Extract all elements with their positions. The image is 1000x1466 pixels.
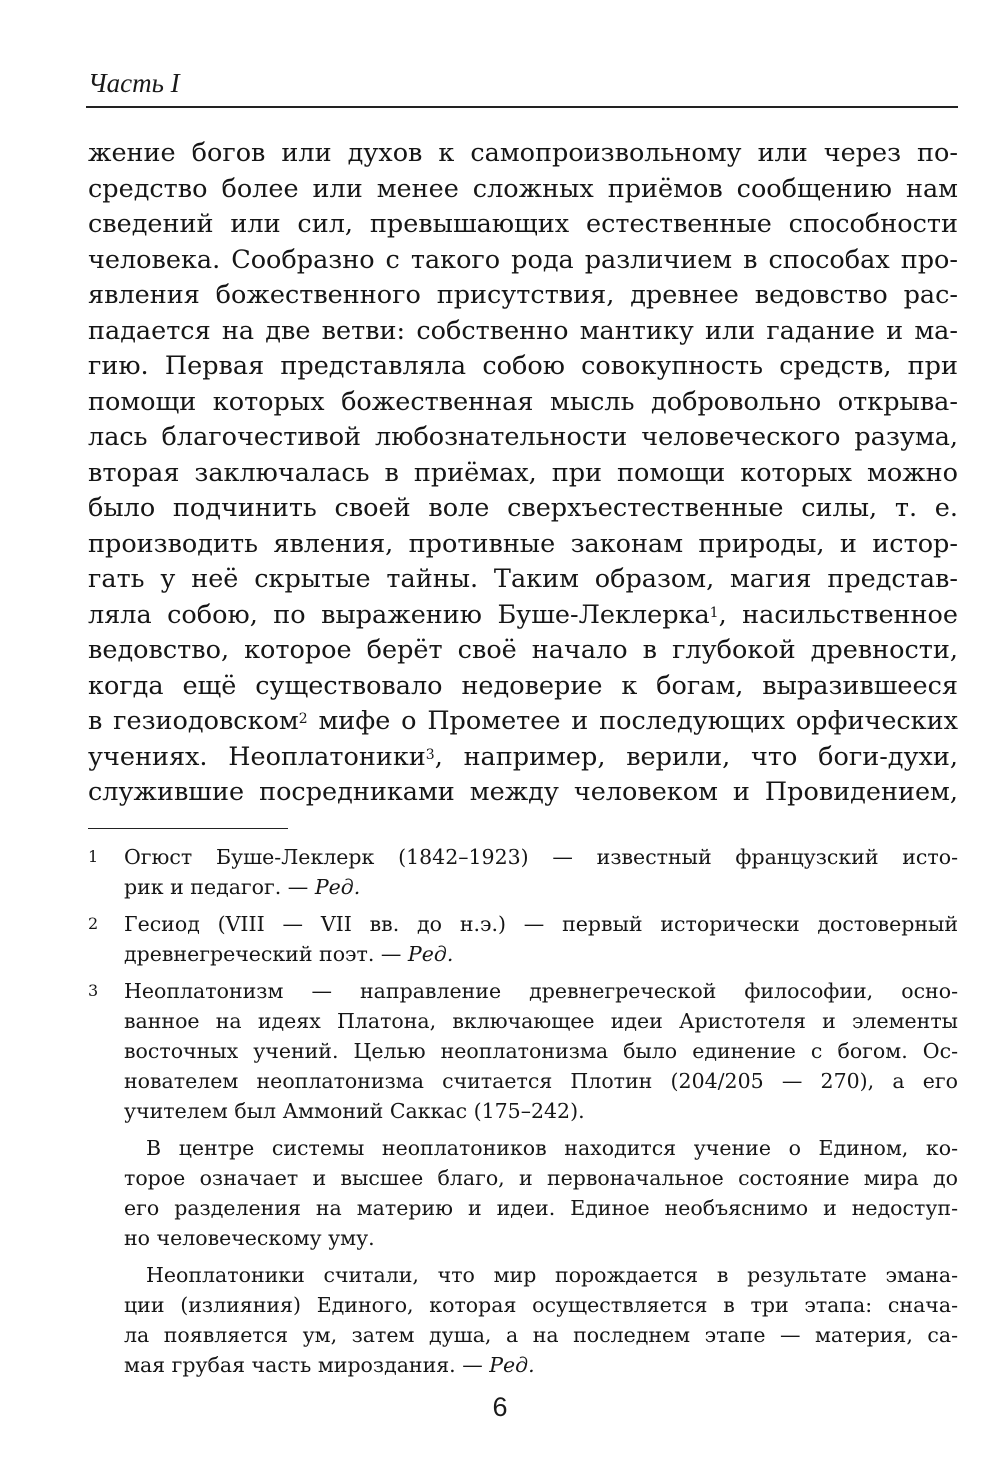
text-segment: учениях. Неоплатоники: [88, 741, 426, 772]
text-line: падается на две ветви: собственно мантику или гадание и ма-: [88, 315, 958, 346]
footnote-line: В центре системы неоплатоников находится учение о Едином, ко-: [146, 1136, 958, 1160]
footnote-line: Гесиод (VIII — VII вв. до н.э.) — первый исторически достоверный: [124, 912, 958, 936]
footnote-number: 2: [88, 914, 99, 933]
text-line: явления божественного присутствия, древнее ведовство рас-: [88, 280, 958, 310]
text-line: жение богов или духов к самопроизвольному или через по-: [88, 138, 958, 168]
text-line: производить явления, противные законам природы, и истор-: [88, 528, 958, 559]
footnote-line: торое означает и высшее благо, и первоначальное состояние мира до: [124, 1166, 958, 1190]
text-line: [88, 598, 958, 634]
text-line: гать у неё скрытые тайны. Таким образом, магия представ-: [88, 564, 958, 594]
footnote-text: мая грубая часть мироздания. —: [124, 1353, 490, 1377]
footnote-line: восточных учений. Целью неоплатонизма было единение с богом. Ос-: [124, 1039, 958, 1063]
editor-note: Ред.: [314, 875, 361, 899]
footnote-line: [124, 939, 958, 969]
text-segment: мифе о Прометее и последующих орфических: [307, 706, 958, 736]
text-line: помощи которых божественная мысль добровольно открыва-: [88, 386, 958, 417]
footnote-line: [124, 1350, 958, 1380]
footnote-line: его разделения на материю и идеи. Единое необъяснимо и недоступ-: [124, 1196, 958, 1220]
text-line: человека. Сообразно с такого рода различием в способах про-: [88, 244, 958, 275]
footnote-line: Неоплатонизм — направление древнегреческой философии, осно-: [124, 979, 958, 1003]
footnote-line: ванное на идеях Платона, включающее идеи Аристотеля и элементы: [124, 1009, 958, 1033]
footnote-line: учителем был Аммоний Саккас (175–242).: [124, 1099, 585, 1123]
footnote-number: 3: [88, 981, 99, 1000]
header-rule: [86, 106, 958, 108]
footnotes: [88, 842, 958, 1387]
text-segment: , например, верили, что боги-духи,: [434, 741, 958, 772]
footnote-1: [88, 842, 958, 902]
main-text: [88, 136, 958, 811]
text-line: [88, 740, 958, 776]
footnote-paragraph: [124, 1260, 958, 1380]
footnote-ref-1[interactable]: 1: [709, 604, 719, 621]
footnote-line: ла появляется ум, затем душа, а на последнем этапе — материя, са-: [124, 1323, 958, 1347]
footnote-body: [124, 842, 958, 902]
footnote-text: древнегреческий поэт. —: [124, 942, 408, 966]
text-line: [88, 704, 958, 740]
text-segment: , насильственное: [718, 599, 958, 630]
text-line: когда ещё существовало недоверие к богам, выразившееся: [88, 670, 958, 701]
footnote-2: [88, 909, 958, 969]
editor-note: Ред.: [407, 942, 454, 966]
text-segment: ляла собою, по выражению Буше-Леклерка: [88, 599, 710, 630]
footnote-ref-2[interactable]: 2: [298, 711, 308, 727]
text-line: служившие посредниками между человеком и Провидением,: [88, 777, 958, 807]
page-number: 6: [492, 1392, 508, 1422]
footnote-line: нователем неоплатонизма считается Плотин (204/205 — 270), а его: [124, 1069, 958, 1093]
footnote-body: [124, 976, 958, 1380]
footnote-ref-3[interactable]: 3: [425, 746, 435, 763]
text-line: вторая заключалась в приёмах, при помощи которых можно: [88, 457, 958, 488]
text-line: лась благочестивой любознательности человеческого разума,: [88, 422, 958, 452]
footnote-3: [88, 976, 958, 1380]
footnote-line: Неоплатоники считали, что мир порождается в результате эмана-: [146, 1263, 958, 1287]
footnote-text: рик и педагог. —: [124, 875, 315, 899]
text-segment: в гезиодовском: [88, 706, 299, 736]
footnote-number: 1: [88, 847, 99, 866]
text-line: гию. Первая представляла собою совокупность средств, при: [88, 351, 958, 381]
footnote-paragraph: [124, 1133, 958, 1253]
footnote-body: [124, 909, 958, 969]
text-line: было подчинить своей воле сверхъестественные силы, т. е.: [88, 493, 958, 523]
footnote-line: Огюст Буше-Леклерк (1842–1923) — известный французский исто-: [124, 845, 958, 869]
footnote-line: но человеческому уму.: [124, 1226, 375, 1250]
footnote-line: [124, 872, 958, 902]
footnote-rule: [88, 828, 288, 829]
text-line: средство более или менее сложных приёмов сообщению нам: [88, 173, 958, 204]
editor-note: Ред.: [489, 1353, 535, 1377]
footnote-line: ции (излияния) Единого, которая осуществляется в три этапа: снача-: [124, 1293, 958, 1317]
text-line: сведений или сил, превышающих естественные способности: [88, 209, 958, 239]
text-line: ведовство, которое берёт своё начало в глубокой древности,: [88, 635, 958, 665]
running-head: Часть I: [88, 68, 180, 98]
